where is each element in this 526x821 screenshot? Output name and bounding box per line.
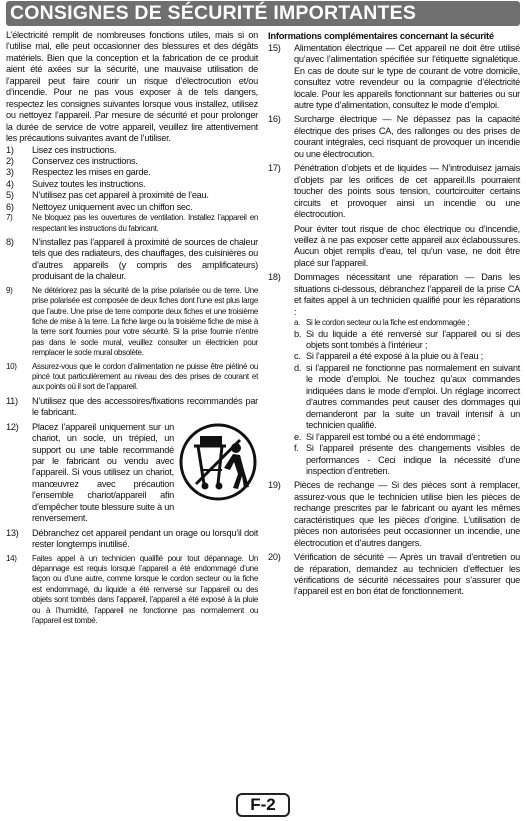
list-item-2: [6, 156, 258, 167]
columns: [6, 30, 520, 626]
title-banner: [6, 1, 520, 26]
list-item-4: [6, 179, 258, 190]
item-number: 9): [6, 285, 13, 295]
sub-letter: d.: [294, 362, 302, 373]
item-text: Lisez ces instructions.: [32, 144, 117, 155]
sub-letter: a.: [294, 318, 301, 328]
list-item-14: [6, 554, 258, 627]
page: [0, 1, 526, 821]
item-text: N’utilisez pas cet appareil à proximité de l’eau.: [32, 190, 209, 201]
list-item-11: [6, 396, 258, 419]
list-item-6: [6, 202, 258, 213]
item-text: Conservez ces instructions.: [32, 155, 138, 166]
item-number: 5): [6, 190, 14, 201]
sub-letter: b.: [294, 328, 302, 339]
item-number: 17): [268, 163, 281, 174]
item-number: 13): [6, 527, 19, 538]
item-text: Surcharge électrique — Ne dépassez pas la capacité électrique des prises CA, des rallonges ou des prises de courant intégrales, ceci risquant de provoquer un incendie ou une électrocution.: [294, 114, 520, 159]
sub-item-b: [268, 329, 520, 352]
section-heading: Informations complémentaires concernant la sécurité: [268, 30, 494, 41]
item-number: 3): [6, 167, 14, 178]
item-number: 4): [6, 178, 14, 189]
item-number: 7): [6, 213, 13, 223]
item-text: Ne détériorez pas la sécurité de la prise polarisée ou de terre. Une prise polarisée est composée de deux fiches dont l’une est plus large que l’autre. Une prise de terre comporte deux fiches et une troisième fiche de mise à la terre. La fiche large ou la troisième fiche de mise à la terre sont fournies pour votre sécurité. Si la prise fournie n’entre pas dans le socle mural, veuillez consulter un électricien pour remplacer le socle mural obsolète.: [32, 285, 258, 358]
item-text: Débranchez cet appareil pendant un orage ou lorsqu’il doit rester longtemps inutilisé.: [32, 527, 258, 550]
sub-letter: f.: [294, 443, 299, 454]
sub-text: Si du liquide a été renversé sur l’appareil ou si des objets sont tombés à l’intérieur ;: [306, 328, 520, 350]
sub-letter: c.: [294, 351, 301, 362]
item-number: [268, 224, 294, 270]
list-item-20: [268, 552, 520, 598]
sub-item-d: [268, 363, 520, 432]
list-item-9: [6, 286, 258, 359]
item-text: N’installez pas l’appareil à proximité de sources de chaleur tels que des radiateurs, des chauffages, des cuisinières ou d’autres appareils (y compris des amplificateurs) produisant de la chaleur.: [32, 237, 258, 282]
item-text: Placez l’appareil uniquement sur un chariot, un socle, un trépied, un support ou une table recommandé par le fabricant ou vendu avec l’appareil. Si vous utilisez un chariot, manœuvrez avec précaution l’ensemble chariot/appareil afin d’empêcher toute blessure suite à un renversement.: [32, 421, 174, 524]
right-column: [268, 30, 520, 626]
left-column: [6, 30, 258, 626]
item-text: Respectez les mises en garde.: [32, 167, 151, 178]
sub-text: Si l’appareil présente des changements visibles de performances - Ceci indique la nécessité d’une inspection d’entretien.: [306, 443, 520, 476]
sub-item-c: [268, 351, 520, 362]
sub-text: Si le cordon secteur ou la fiche est endommagée ;: [306, 318, 470, 328]
list-item-16: [268, 114, 520, 160]
item-text: Pour éviter tout risque de choc électrique ou d’incendie, veillez à ne pas exposer cette appareil aux éclaboussures. Aucun objet remplis d’eau, tel qu’un vase, ne doit être placé sur l’appareil.: [294, 223, 520, 268]
item-number: 1): [6, 144, 14, 155]
list-item-5: [6, 190, 258, 201]
item-text: Alimentation électrique — Cet appareil ne doit être utilisé qu’avec l’alimentation spécifiée sur l’étiquette signalétique. En cas de doute sur le type de courant de votre domicile, consultez votre revendeur ou la compagnie d’électricité locale. Pour les appareils fonctionnant sur batteries ou sur autre type d’alimentation, consultez le mode d’emploi.: [294, 42, 520, 110]
page-number: F-2: [250, 795, 276, 814]
list-item-8: [6, 237, 258, 283]
item-number: 10): [6, 361, 17, 371]
item-number: 14): [6, 553, 17, 563]
item-text: Pénétration d’objets et de liquides — N’introduisez jamais d’objets par les orifices de cet appareil.Ils pourraient toucher des points sous tension, courtcircuiter certains circuits et provoquer ainsi un incendie ou une électrocution.: [294, 163, 520, 220]
list-item-1: [6, 145, 258, 156]
item-text: Faites appel à un technicien qualifié pour tout dépannage. Un dépannage est requis lorsque l’appareil a été endommagé d’une façon ou d’une autre, comme lorsque le cordon secteur ou la fiche est endommagé, du liquide a été renversé sur l’appareil ou des objets sont tombés dans l’appareil, l’appareil a été exposé à la pluie ou à l’humidité, l’appareil ne fonctionne pas normalement ou l’appareil est tombé.: [32, 553, 258, 625]
page-number-badge: [236, 793, 290, 817]
intro-paragraph: L’électricité remplit de nombreuses fonctions utiles, mais si on l’utilise mal, elle peut occasionner des blessures et des dégâts matériels. Bien que la conception et la fabrication de ce produit aient été axées sur la sécurité, une mauvaise utilisation de l’appareil peut faire courir un risque d’électrocution et/ou d’incendie. Pour ne pas vous exposer à de tels dangers, respectez les consignes suivantes lorsque vous installez, utilisez ou nettoyez l’appareil. Par mesure de sécurité et pour prolonger la durée de service de votre appareil, veuillez lire attentivement les précautions suivantes avant de l’utiliser.: [6, 30, 258, 144]
sub-text: si l’appareil ne fonctionne pas normalement en suivant le mode d’emploi. Ne touchez qu’aux commandes indiquées dans le mode d’emploi. Un réglage incorrect d’autres commandes peut causer des dommages qui demanderont par la suite un travail intensif à un technicien qualifié.: [306, 362, 520, 431]
sub-item-f: [268, 443, 520, 477]
list-item-3: [6, 167, 258, 178]
item-number: 20): [268, 552, 281, 563]
list-item-12: [6, 422, 258, 525]
list-item-17: [268, 163, 520, 220]
list-item-18: [268, 272, 520, 318]
item-number: 15): [268, 42, 281, 53]
list-item-17-continued: [268, 224, 520, 270]
item-number: 18): [268, 272, 281, 283]
list-item-15: [268, 43, 520, 112]
list-item-7: [6, 213, 258, 234]
item-number: 8): [6, 237, 14, 248]
item-text: N’utilisez que des accessoires/fixations recommandés par le fabricant.: [32, 395, 258, 418]
item-text: Suivez toutes les instructions.: [32, 178, 146, 189]
item-number: 2): [6, 155, 14, 166]
item-number: 19): [268, 480, 281, 491]
item-text: Pièces de rechange — Si des pièces sont à remplacer, assurez-vous que le technicien utilise bien les pièces de rechange prescrites par le fabricant ou ayant les mêmes caractéristiques que les pièces d’origine. L’utilisation de pièces non autorisées peut occasionner un incendie, une électrocution et d’autres dangers.: [294, 480, 520, 548]
sub-letter: e.: [294, 431, 302, 442]
item-text: Ne bloquez pas les ouvertures de ventilation. Installez l’appareil en respectant les instructions du fabricant.: [32, 213, 258, 233]
sub-item-e: [268, 432, 520, 443]
sub-text: Si l’appareil a été exposé à la pluie ou à l’eau ;: [306, 351, 483, 362]
item-number: 16): [268, 114, 281, 125]
sub-item-a: [268, 318, 520, 328]
sub-text: Si l’appareil est tombé ou a été endommagé ;: [306, 431, 480, 442]
item-number: 6): [6, 201, 14, 212]
item-number: 11): [6, 395, 18, 406]
list-item-10: [6, 362, 258, 393]
item-number: 12): [6, 421, 19, 432]
item-text: Dommages nécessitant une réparation — Dans les situations ci-dessous, débranchez l’appareil de la prise CA et faites appel à un technicien qualifié pour les réparations :: [294, 272, 520, 317]
page-title: CONSIGNES DE SÉCURITÉ IMPORTANTES: [10, 2, 417, 24]
item-text: Vérification de sécurité — Après un travail d’entretien ou de réparation, demandez au technicien d’effectuer les vérifications de sécurité nécessaires pour s’assurer que l’appareil est en bon état de fonctionnement.: [294, 552, 520, 597]
item-text: Nettoyez uniquement avec un chiffon sec.: [32, 201, 193, 212]
cart-warning-icon: [178, 422, 258, 502]
list-item-19: [268, 480, 520, 549]
item-text: Assurez-vous que le cordon d’alimentation ne puisse être piétiné ou pincé tout particulièrement au niveau des des prises de courant et aux points où il sort de l’appareil.: [32, 361, 258, 392]
list-item-13: [6, 528, 258, 551]
